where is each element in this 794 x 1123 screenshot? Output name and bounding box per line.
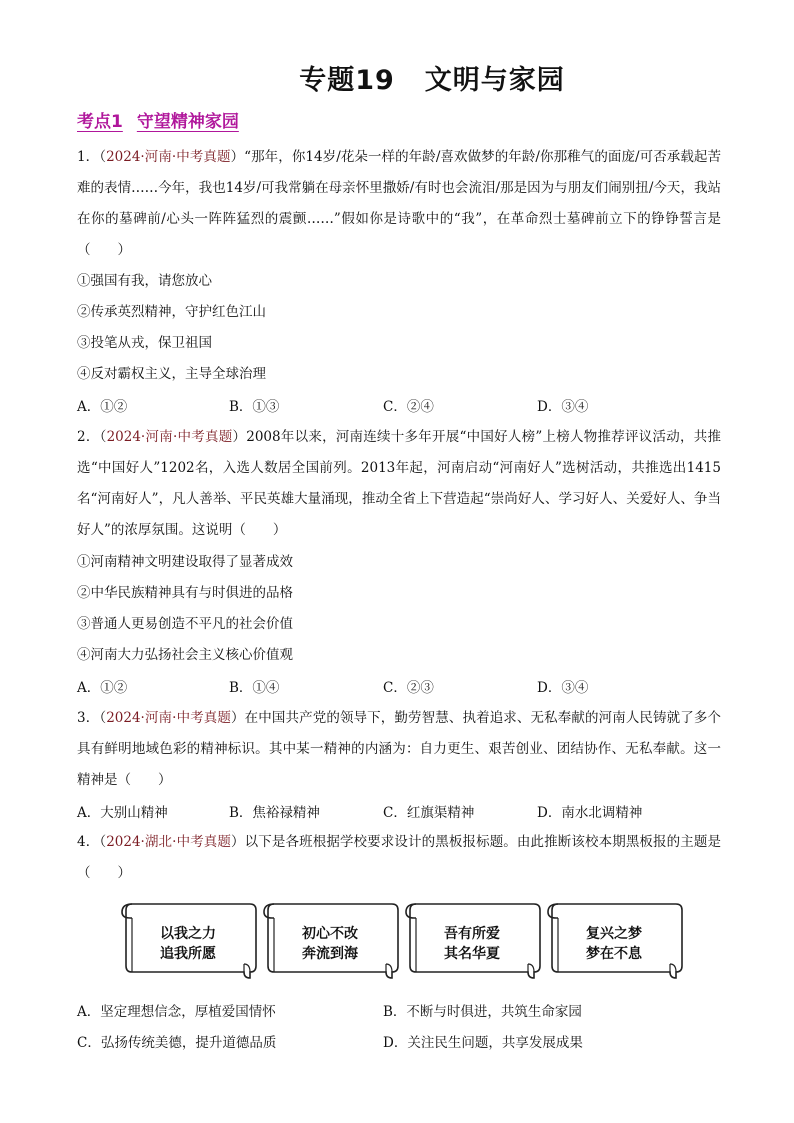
choice-c[interactable]: C．红旗渠精神 — [383, 805, 475, 821]
choice-c[interactable]: C．弘扬传统美德，提升道德品质 — [77, 1035, 277, 1051]
choice-a[interactable]: A．大别山精神 — [77, 805, 168, 821]
question-1-stem: 1．（2024·河南·中考真题）“那年，你14岁/花朵一样的年龄/喜欢做梦的年龄/你那稚气的面庞/可否承载起苦难的表情……今年，我也14岁/可我常躺在母亲怀里撒娇/有时也会流泪/那是因为与朋友们闹别扭/今天，我站在你的墓碑前/心头一阵阵猛烈的震颤……”假如你是诗歌中的“我”，在革命烈士墓碑前立下的铮铮誓言是（ ） — [77, 149, 721, 258]
question-1-option-3: ③投笔从戎，保卫祖国 — [77, 335, 212, 351]
scroll-board-1: 以我之力 追我所愿 — [118, 902, 258, 980]
question-4-text: 以下是各班根据学校要求设计的黑板报标题。由此推断该校本期黑板报的主题是（ ） — [77, 834, 722, 881]
question-1-option-1: ①强国有我，请您放心 — [77, 273, 212, 289]
question-2-stem: 2．（2024·河南·中考真题）2008年以来，河南连续十多年开展“中国好人榜”上榜人物推荐评议活动，共推选“中国好人”1202名，入选人数居全国前列。2013年起，河南启动“河南好人”选树活动，共推选出1415名“河南好人”，凡人善举、平民英雄大量涌现，推动全省上下营造起“崇尚好人、学习好人、关爱好人、争当好人”的浓厚氛围。这说明（ ） — [77, 429, 721, 538]
choice-d[interactable]: D．关注民生问题，共享发展成果 — [383, 1035, 583, 1051]
question-3-stem: 3．（2024·河南·中考真题）在中国共产党的领导下，勤劳智慧、执着追求、无私奉献的河南人民铸就了多个具有鲜明地域色彩的精神标识。其中某一精神的内涵为：自力更生、艰苦创业、团结协作、无私奉献。这一精神是（ ） — [77, 710, 722, 788]
choice-a[interactable]: A．坚定理想信念，厚植爱国情怀 — [77, 1004, 276, 1020]
section-name: 守望精神家园 — [136, 112, 239, 132]
question-2-choices — [77, 676, 721, 696]
topic-number: 专题19 — [299, 65, 395, 96]
question-1-choices — [77, 395, 721, 415]
blackboard-titles — [118, 902, 718, 980]
question-2-text: 2008年以来，河南连续十多年开展“中国好人榜”上榜人物推荐评议活动，共推选“中国好人”1202名，入选人数居全国前列。2013年起，河南启动“河南好人”选树活动，共推选出1415名“河南好人”，凡人善举、平民英雄大量涌现，推动全省上下营造起“崇尚好人、学习好人、关爱好人、争当好人”的浓厚氛围。这说明（ ） — [77, 429, 721, 538]
choice-d[interactable]: D．③④ — [537, 399, 589, 415]
section-label: 考点1 — [77, 112, 123, 132]
question-4-choices-row-1 — [77, 1000, 721, 1020]
question-3-source: 2024·河南·中考真题 — [106, 710, 232, 726]
choice-b[interactable]: B．①④ — [229, 680, 280, 696]
choice-b[interactable]: B．焦裕禄精神 — [229, 805, 320, 821]
choice-d[interactable]: D．南水北调精神 — [537, 805, 643, 821]
question-2-option-1: ①河南精神文明建设取得了显著成效 — [77, 554, 293, 570]
scroll-board-4: 复兴之梦 梦在不息 — [544, 902, 684, 980]
choice-a[interactable]: A．①② — [77, 399, 128, 415]
section-heading — [77, 107, 239, 132]
question-1-option-4: ④反对霸权主义，主导全球治理 — [77, 366, 266, 382]
question-2-option-3: ③普通人更易创造不平凡的社会价值 — [77, 616, 293, 632]
question-4-choices-row-2 — [77, 1031, 721, 1051]
choice-d[interactable]: D．③④ — [537, 680, 589, 696]
scroll-board-2: 初心不改 奔流到海 — [260, 902, 400, 980]
page-title — [0, 58, 794, 97]
question-1-text: “那年，你14岁/花朵一样的年龄/喜欢做梦的年龄/你那稚气的面庞/可否承载起苦难的表情……今年，我也14岁/可我常躺在母亲怀里撒娇/有时也会流泪/那是因为与朋友们闹别扭/今天，我站在你的墓碑前/心头一阵阵猛烈的震颤……”假如你是诗歌中的“我”，在革命烈士墓碑前立下的铮铮誓言是（ ） — [77, 149, 721, 258]
question-4-stem: 4．（2024·湖北·中考真题）以下是各班根据学校要求设计的黑板报标题。由此推断该校本期黑板报的主题是（ ） — [77, 834, 722, 881]
question-4-source: 2024·湖北·中考真题 — [106, 834, 232, 850]
question-3-choices — [77, 801, 721, 821]
scroll-board-3: 吾有所爱 其名华夏 — [402, 902, 542, 980]
question-2-source: 2024·河南·中考真题 — [106, 429, 233, 445]
question-1-option-2: ②传承英烈精神，守护红色江山 — [77, 304, 266, 320]
question-2-option-4: ④河南大力弘扬社会主义核心价值观 — [77, 647, 293, 663]
choice-c[interactable]: C．②③ — [383, 680, 434, 696]
topic-name: 文明与家园 — [424, 65, 565, 96]
choice-b[interactable]: B．①③ — [229, 399, 280, 415]
question-3-text: 在中国共产党的领导下，勤劳智慧、执着追求、无私奉献的河南人民铸就了多个具有鲜明地域色彩的精神标识。其中某一精神的内涵为：自力更生、艰苦创业、团结协作、无私奉献。这一精神是（ ） — [77, 710, 722, 788]
choice-b[interactable]: B．不断与时俱进，共筑生命家园 — [383, 1004, 582, 1020]
choice-a[interactable]: A．①② — [77, 680, 128, 696]
choice-c[interactable]: C．②④ — [383, 399, 434, 415]
question-2-option-2: ②中华民族精神具有与时俱进的品格 — [77, 585, 293, 601]
question-1-source: 2024·河南·中考真题 — [106, 149, 231, 165]
